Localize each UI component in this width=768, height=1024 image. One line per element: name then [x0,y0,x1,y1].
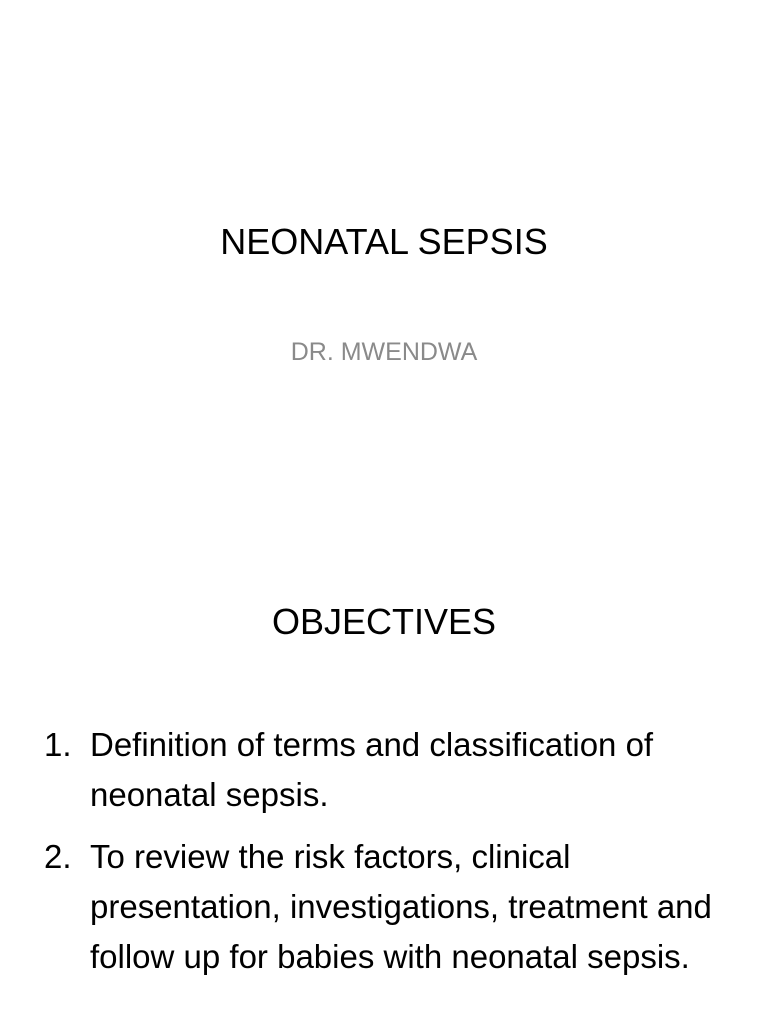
objectives-title: OBJECTIVES [271,601,497,642]
objective-number: 1. [44,726,72,763]
slide-subtitle-author: DR. MWENDWA [290,338,478,366]
objective-item [44,720,744,820]
objective-number: 2. [44,838,72,875]
slide-title: NEONATAL SEPSIS [220,221,548,262]
objective-text: To review the risk factors, clinical presentation, investigations, treatment and follow up for babies with neonatal sepsis. [90,838,712,975]
objectives-slide [0,540,768,1024]
objective-item [44,832,744,982]
objectives-list [44,720,744,994]
objective-text: Definition of terms and classification of neonatal sepsis. [90,726,654,813]
